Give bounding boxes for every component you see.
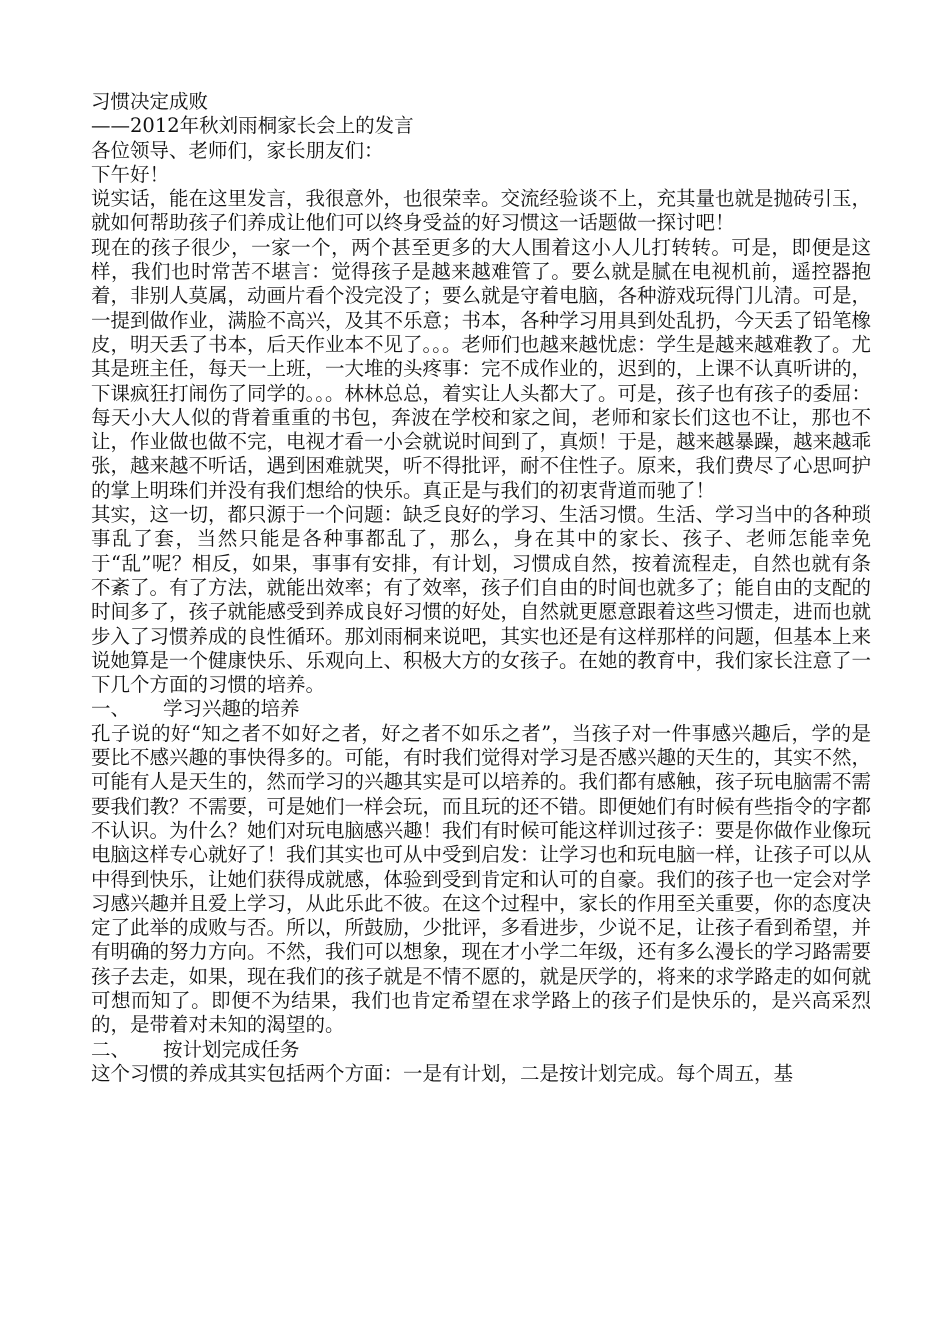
greeting: 下午好！ [91,162,170,186]
paragraph-problem: 现在的孩子很少，一家一个，两个甚至更多的大人围着这小人儿打转转。可是，即便是这样，我们也时常苦不堪言：觉得孩子是越来越难管了。要么就是腻在电视机前，遥控器抱着，非别人莫属，动画片看个没完没了；要么就是守着电脑，各种游戏玩得门儿清。可是，一提到做作业，满脸不高兴，及其不乐意；书本，各种学习用具到处乱扔，今天丢了铅笔橡皮，明天丢了书本，后天作业本不见了。。。老师们也越来越忧虑：学生是越来越难教了。尤其是班主任，每天一上班，一大堆的头疼事：完不成作业的，迟到的，上课不认真听讲的，下课疯狂打闹伤了同学的。。。林林总总，着实让人头都大了。可是，孩子也有孩子的委屈：每天小大人似的背着重重的书包，奔波在学校和家之间，老师和家长们这也不让，那也不让，作业做也做不完，电视才看一小会就说时间到了，真烦！于是，越来越暴躁，越来越乖张，越来越不听话，遇到困难就哭，听不得批评，耐不住性子。原来，我们费尽了心思呵护的掌上明珠们并没有我们想给的快乐。真正是与我们的初衷背道而驰了！ [91,235,872,502]
paragraph-plan: 这个习惯的养成其实包括两个方面：一是有计划，二是按计划完成。每个周五，基 [91,1061,794,1085]
paragraph-cause: 其实，这一切，都只源于一个问题：缺乏良好的学习、生活习惯。生活、学习当中的各种琐事乱了套，当然只能是各种事都乱了，那么，身在其中的家长、孩子、老师怎能幸免于“乱”呢？相反，如果，事事有安排，有计划，习惯成自然，按着流程走，自然也就有条不紊了。有了方法，就能出效率；有了效率，孩子们自由的时间也就多了；能自由的支配的时间多了，孩子就能感受到养成良好习惯的好处，自然就更愿意跟着这些习惯走，进而也就步入了习惯养成的良性循环。那刘雨桐来说吧，其实也还是有这样那样的问题，但基本上来说她算是一个健康快乐、乐观向上、积极大方的女孩子。在她的教育中，我们家长注意了一下几个方面的习惯的培养。 [91,503,872,697]
section-number: 一、 [91,697,131,721]
document-title: 习惯决定成败 [91,90,209,113]
section-title: 按计划完成任务 [163,1037,300,1061]
section-title: 学习兴趣的培养 [163,697,300,721]
paragraph-intro: 说实话，能在这里发言，我很意外，也很荣幸。交流经验谈不上，充其量也就是抛砖引玉，就如何帮助孩子们养成让他们可以终身受益的好习惯这一话题做一探讨吧！ [91,187,872,235]
section-heading-1 [91,697,871,721]
paragraph-interest: 孔子说的好“知之者不如好之者，好之者不如乐之者”，当孩子对一件事感兴趣后，学的是要比不感兴趣的事快得多的。可能，有时我们觉得对学习是否感兴趣的天生的，其实不然，可能有人是天生的，然而学习的兴趣其实是可以培养的。我们都有感触，孩子玩电脑需不需要我们教？不需要，可是她们一样会玩，而且玩的还不错。即便她们有时候有些指令的字都不认识。为什么？她们对玩电脑感兴趣！我们有时候可能这样训过孩子：要是你做作业像玩电脑这样专心就好了！我们其实也可从中受到启发：让学习也和玩电脑一样，让孩子可以从中得到快乐，让她们获得成就感，体验到受到肯定和认可的自豪。我们的孩子也一定会对学习感兴趣并且爱上学习，从此乐此不彼。在这个过程中，家长的作用至关重要，你的态度决定了此举的成败与否。所以，所鼓励，少批评，多看进步，少说不足，让孩子看到希望，并有明确的努力方向。不然，我们可以想象，现在才小学二年级，还有多么漫长的学习路需要孩子去走，如果，现在我们的孩子就是不情不愿的，就是厌学的，将来的求学路走的如何就可想而知了。即便不为结果，我们也肯定希望在求学路上的孩子们是快乐的，是兴高采烈的，是带着对未知的渴望的。 [91,721,872,1037]
document-page [91,90,871,1086]
document-subtitle: ——2012年秋刘雨桐家长会上的发言 [91,114,414,138]
section-number: 二、 [91,1037,131,1061]
section-heading-2 [91,1038,871,1062]
salutation: 各位领导、老师们，家长朋友们： [91,138,384,162]
